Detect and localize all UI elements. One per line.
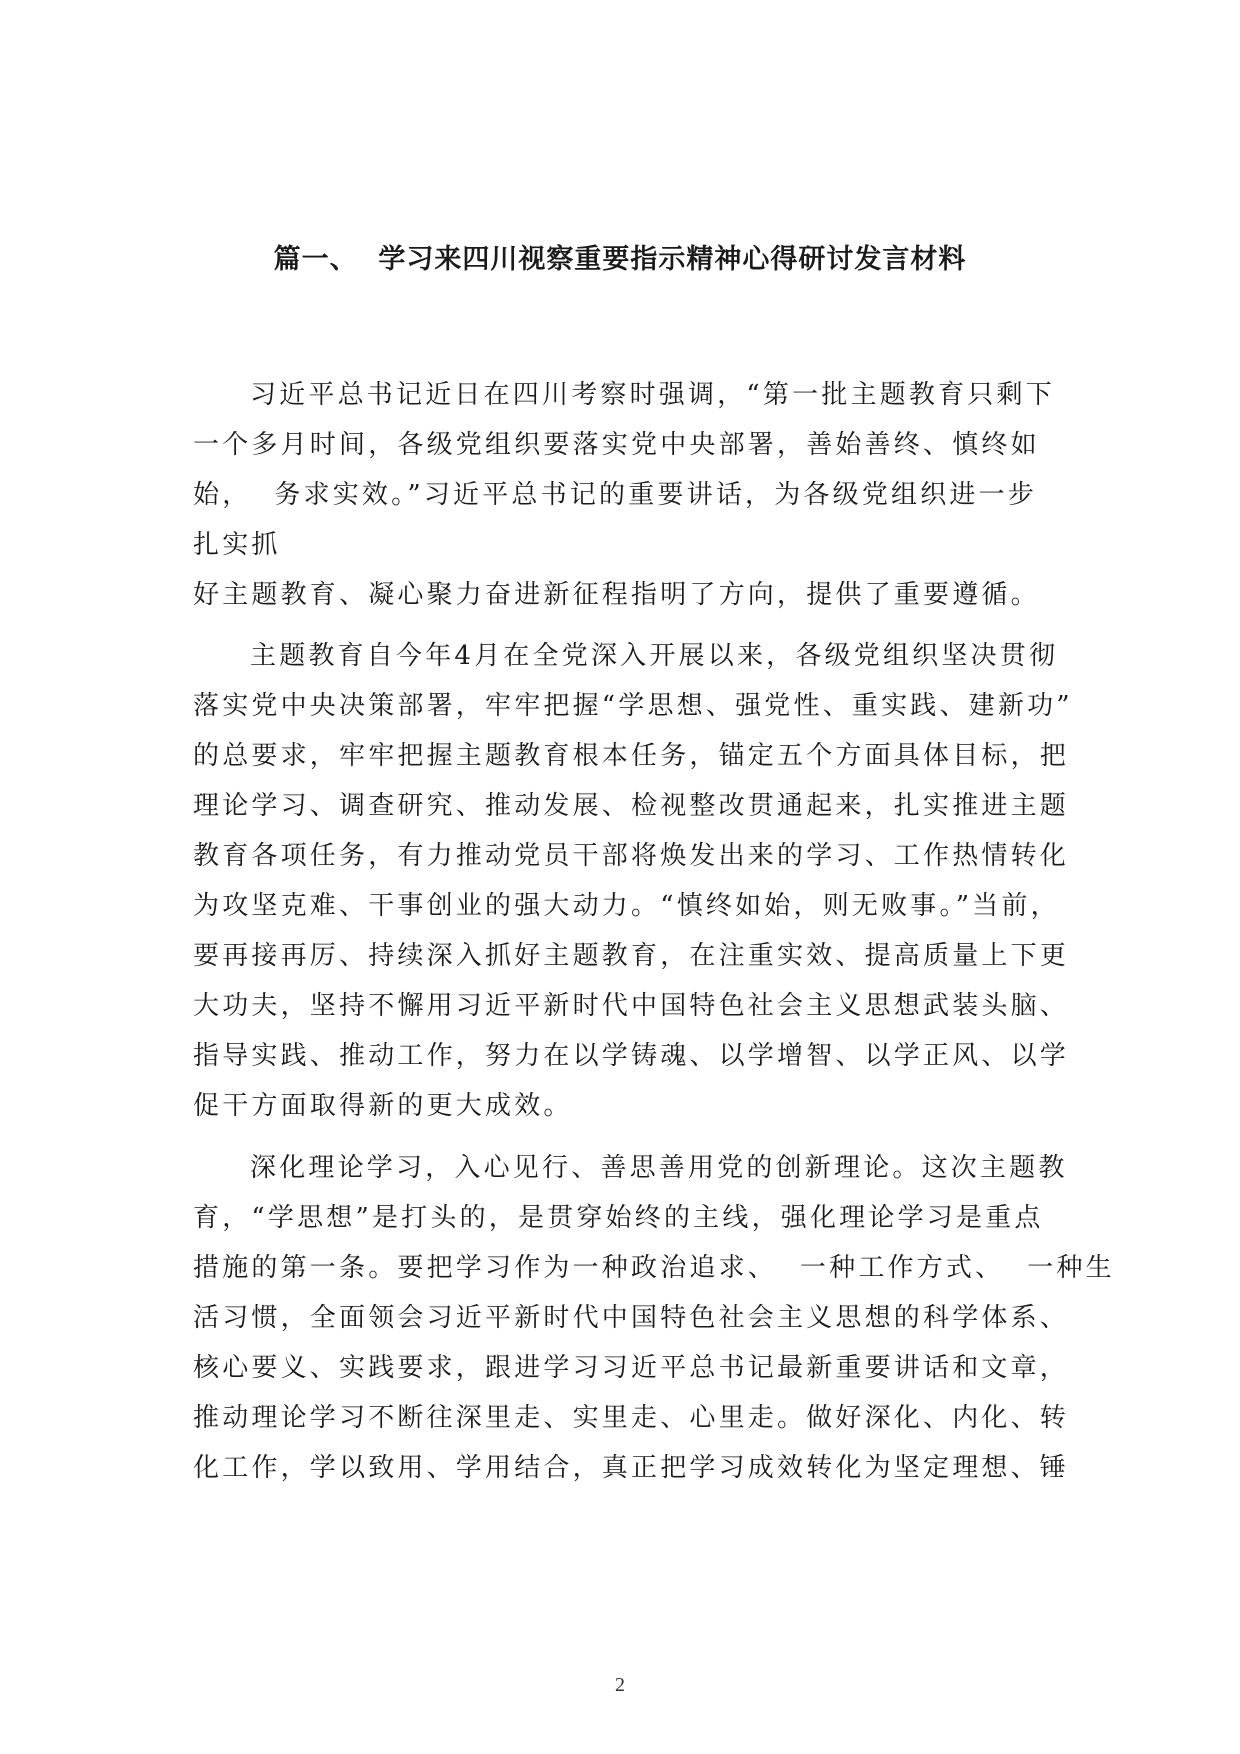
paragraph-2-line-3: 的总要求，牢牢把握主题教育根本任务，锚定五个方面具体目标，把 [193, 741, 1070, 771]
page-number: 2 [615, 1674, 625, 1696]
paragraph-2-line-8: 大功夫，坚持不懈用习近平新时代中国特色社会主义思想武装头脑、 [193, 991, 1070, 1021]
paragraph-1-line-2: 一个多月时间，各级党组织要落实党中央部署，善始善终、慎终如 [193, 430, 1040, 460]
paragraph-3-line-6: 推动理论学习不断往深里走、实里走、心里走。做好深化、内化、转 [193, 1403, 1070, 1433]
paragraph-1-line-1: 习近平总书记近日在四川考察时强调，“第一批主题教育只剩下 [250, 380, 1055, 410]
paragraph-2-line-2: 落实党中央决策部署，牢牢把握“学思想、强党性、重实践、建新功” [193, 691, 1073, 721]
paragraph-1-line-3: 始， 务求实效。”习近平总书记的重要讲话，为各级党组织进一步 [193, 480, 1038, 510]
paragraph-2-line-4: 理论学习、调查研究、推动发展、检视整改贯通起来，扎实推进主题 [193, 791, 1070, 821]
paragraph-3-line-2: 育，“学思想”是打头的，是贯穿始终的主线，强化理论学习是重点 [193, 1203, 1044, 1233]
paragraph-2-line-5: 教育各项任务，有力推动党员干部将焕发出来的学习、工作热情转化 [193, 841, 1070, 871]
paragraph-2-line-10: 促干方面取得新的更大成效。 [193, 1091, 573, 1121]
paragraph-3-line-1: 深化理论学习，入心见行、善思善用党的创新理论。这次主题教 [250, 1153, 1068, 1183]
paragraph-2-line-1: 主题教育自今年4月在全党深入开展以来，各级党组织坚决贯彻 [250, 641, 1059, 671]
paragraph-1-line-5: 好主题教育、凝心聚力奋进新征程指明了方向，提供了重要遵循。 [193, 580, 1040, 610]
paragraph-3-line-5: 核心要义、实践要求，跟进学习习近平总书记最新重要讲话和文章， [193, 1353, 1070, 1383]
paragraph-2-line-9: 指导实践、推动工作，努力在以学铸魂、以学增智、以学正风、以学 [193, 1041, 1070, 1071]
paragraph-1-line-4: 扎实抓 [193, 530, 281, 560]
paragraph-2-line-7: 要再接再厉、持续深入抓好主题教育，在注重实效、提高质量上下更 [193, 941, 1070, 971]
document-title: 篇一、 学习来四川视察重要指示精神心得研讨发言材料 [273, 244, 967, 275]
paragraph-2-line-6: 为攻坚克难、干事创业的强大动力。“慎终如始，则无败事。”当前， [193, 891, 1060, 921]
paragraph-3-line-7: 化工作，学以致用、学用结合，真正把学习成效转化为坚定理想、锤 [193, 1453, 1070, 1483]
paragraph-3-line-3: 措施的第一条。要把学习作为一种政治追求、 一种工作方式、 一种生 [193, 1253, 1115, 1283]
paragraph-3-line-4: 活习惯，全面领会习近平新时代中国特色社会主义思想的科学体系、 [193, 1303, 1070, 1333]
